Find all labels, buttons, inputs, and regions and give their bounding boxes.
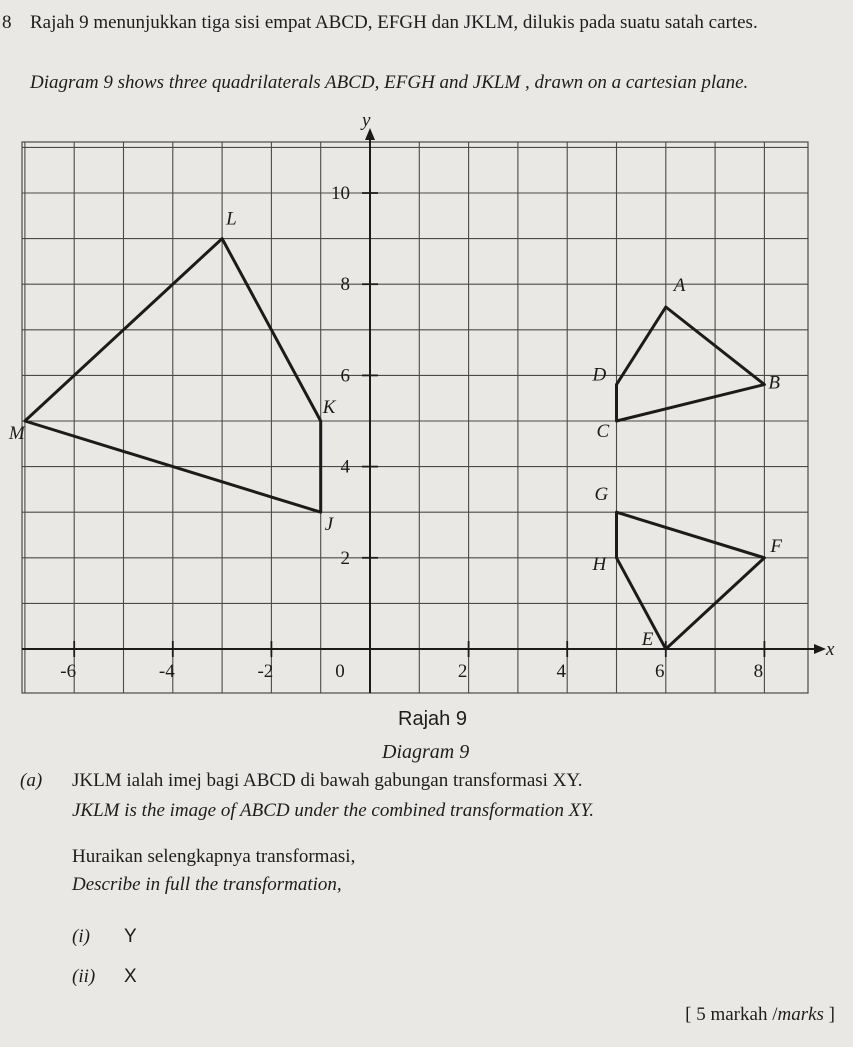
diagram-caption-malay: Rajah 9 (398, 708, 467, 730)
y-tick-label: 10 (331, 183, 350, 204)
cartesian-diagram (0, 110, 853, 705)
quadrilateral-efgh (617, 512, 765, 649)
sub-part-ii-value: X (124, 966, 137, 987)
x-tick-label: 8 (753, 661, 764, 682)
sub-part-i-label: (i) (72, 926, 90, 947)
describe-instruction-english: Describe in full the transformation, (72, 874, 342, 895)
vertex-label-a: A (673, 275, 686, 296)
question-number: 8 (2, 12, 12, 33)
y-axis-label: y (362, 110, 371, 131)
sub-part-ii (72, 966, 137, 988)
grid-border (22, 142, 808, 693)
y-tick-label: 4 (340, 456, 350, 478)
part-a-text-english: JKLM is the image of ABCD under the combined transformation XY. (72, 800, 594, 821)
sub-part-ii-label: (ii) (72, 966, 96, 987)
x-tick-label: 2 (457, 661, 468, 682)
vertex-label-k: K (322, 397, 336, 418)
diagram-caption-english: Diagram 9 (382, 741, 470, 763)
vertex-label-m: M (8, 423, 25, 444)
vertex-label-d: D (592, 364, 607, 386)
part-a-label: (a) (20, 770, 43, 791)
x-tick-label: -2 (257, 661, 274, 682)
vertex-label-g: G (594, 484, 609, 506)
vertex-label-e: E (641, 629, 654, 650)
x-tick-label: 0 (335, 661, 345, 682)
y-tick-label: 8 (340, 274, 350, 296)
sub-part-i-value: Y (124, 926, 137, 947)
x-tick-label: 6 (655, 661, 665, 682)
x-tick-label: -6 (60, 661, 77, 682)
y-tick-label: 2 (340, 547, 350, 569)
marks-prefix: [ 5 markah / (685, 1004, 778, 1025)
marks-english: marks (777, 1004, 824, 1025)
question-intro-english: Diagram 9 shows three quadrilaterals ABCD, EFGH and JKLM , drawn on a cartesian plane. (30, 72, 749, 93)
marks-allocation (685, 1004, 835, 1026)
question-intro-malay: Rajah 9 menunjukkan tiga sisi empat ABCD, EFGH dan JKLM, dilukis pada suatu satah cartes. (30, 12, 758, 33)
vertex-label-l: L (226, 208, 237, 230)
vertex-label-j: J (324, 514, 334, 536)
describe-instruction-malay: Huraikan selengkapnya transformasi, (72, 846, 356, 867)
x-axis-arrow (814, 644, 826, 654)
vertex-label-c: C (596, 421, 610, 442)
vertex-label-h: H (592, 553, 607, 575)
quadrilateral-abcd (617, 307, 765, 421)
marks-suffix: ] (823, 1004, 835, 1025)
vertex-label-b: B (768, 372, 781, 394)
y-tick-label: 6 (340, 365, 350, 387)
sub-part-i (72, 926, 137, 948)
x-tick-label: 4 (556, 661, 566, 682)
x-axis-label: x (826, 639, 835, 660)
x-tick-label: -4 (158, 661, 175, 682)
vertex-label-f: F (770, 535, 783, 557)
part-a-text-malay: JKLM ialah imej bagi ABCD di bawah gabungan transformasi XY. (72, 770, 583, 791)
